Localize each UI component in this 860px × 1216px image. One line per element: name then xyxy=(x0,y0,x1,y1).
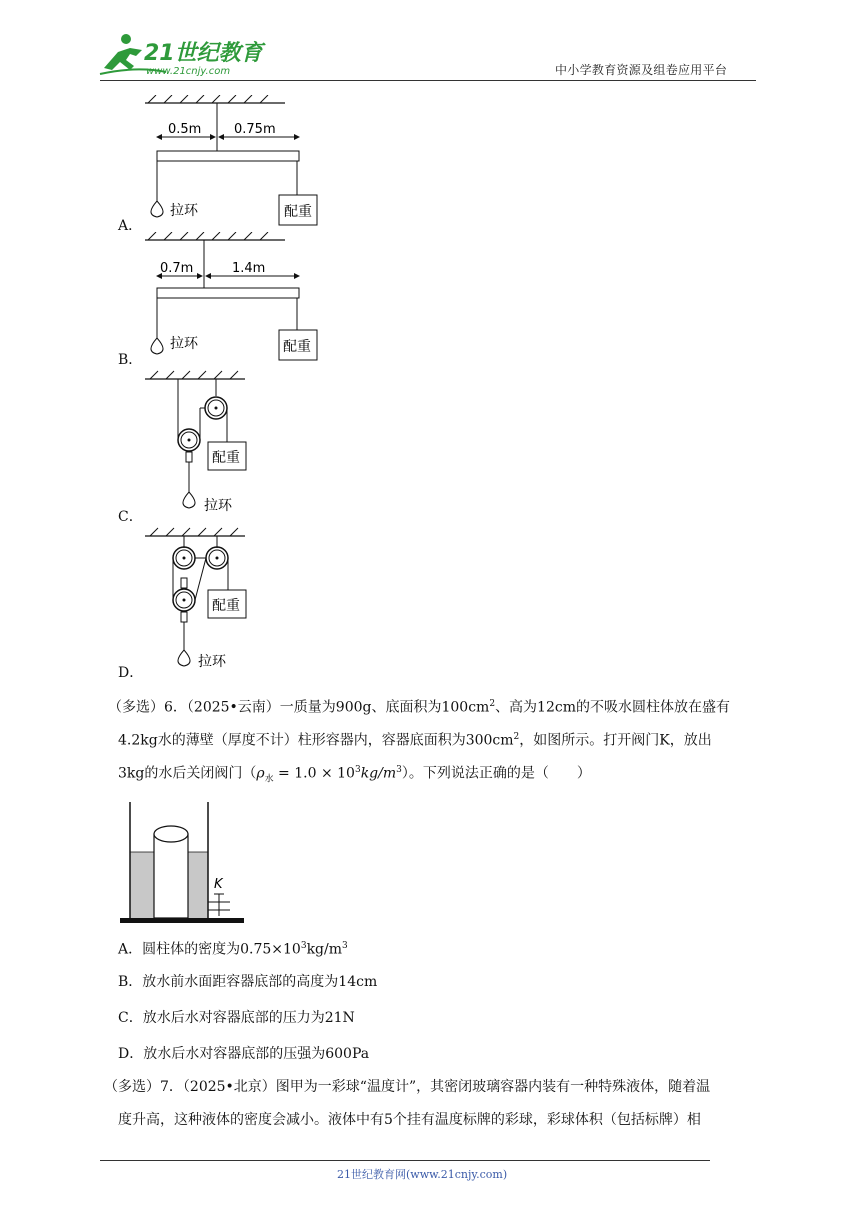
q6-text-6: ）。下列说法正确的是（ ） xyxy=(401,765,591,782)
pull-ring-icon xyxy=(178,650,190,666)
q6-option-a-sup2: 3 xyxy=(342,941,348,951)
option-d-weight-label: 配重 xyxy=(212,598,240,614)
q6-line3 xyxy=(118,754,778,795)
q6-line1 xyxy=(108,688,768,724)
cylinder xyxy=(154,834,188,918)
platform-title: 中小学教育资源及组卷应用平台 xyxy=(555,63,728,77)
q6-text-4: ，如图所示。打开阀门K，放出 xyxy=(519,732,712,749)
q6-sup-1: 2 xyxy=(489,699,496,709)
q6-option-a-unit: kg/m xyxy=(306,941,342,958)
valve-k-label: K xyxy=(214,877,223,892)
logo-title: 21世纪教育 xyxy=(144,41,263,66)
logo-url: www.21cnjy.com xyxy=(146,66,231,77)
site-logo xyxy=(96,30,266,80)
pull-ring-icon xyxy=(183,492,195,508)
option-a-ring-label: 拉环 xyxy=(170,203,198,219)
option-a-label: A． xyxy=(118,218,143,234)
q6-text-5: 3kg的水后关闭阀门（ xyxy=(118,765,257,782)
q6-formula-sup: 3 xyxy=(354,765,361,775)
footer-link[interactable]: 21世纪教育网(www.21cnjy.com) xyxy=(337,1168,508,1181)
option-b-figure xyxy=(140,232,330,372)
q6-formula-unit-sup: 3 xyxy=(396,765,402,775)
option-b-left-length: 0.7m xyxy=(160,261,194,276)
option-c-figure xyxy=(140,370,270,520)
option-b-weight-label: 配重 xyxy=(283,339,311,355)
q6-option-d: D．放水后水对容器底部的压强为600Pa xyxy=(118,1046,370,1062)
option-a-left-length: 0.5m xyxy=(168,122,202,137)
q6-rho-sub: 水 xyxy=(264,774,274,785)
option-b-ring-label: 拉环 xyxy=(170,336,198,352)
q6-text-1: （多选）6．（2025•云南）一质量为900g、底面积为100cm xyxy=(108,699,490,716)
q6-text-3: 4.2kg水的薄壁（厚度不计）柱形容器内，容器底面积为300cm xyxy=(118,732,514,749)
q6-line2 xyxy=(118,721,778,757)
option-b-right-length: 1.4m xyxy=(232,261,266,276)
q6-rho: ρ xyxy=(256,765,265,782)
q6-option-a xyxy=(118,930,348,966)
q7-line1: （多选）7．（2025•北京）图甲为一彩球“温度计”，其密闭玻璃容器内装有一种特殊液体，随着温 xyxy=(104,1079,711,1095)
q6-option-a-sup: 3 xyxy=(300,941,307,951)
option-d-ring-label: 拉环 xyxy=(198,654,226,670)
q6-formula: = 1.0 × 10 xyxy=(273,765,355,782)
option-a-weight-label: 配重 xyxy=(284,204,312,220)
q6-text-2: 、高为12cm的不吸水圆柱体放在盛有 xyxy=(495,699,730,716)
option-a-right-length: 0.75m xyxy=(234,122,276,137)
pull-ring-icon xyxy=(151,338,163,354)
q6-option-c: C．放水后水对容器底部的压力为21N xyxy=(118,1010,355,1026)
footer-divider xyxy=(100,1160,710,1161)
option-d-figure xyxy=(140,526,270,678)
option-a-figure xyxy=(140,95,330,235)
q7-line2: 度升高，这种液体的密度会减小。液体中有5个挂有温度标牌的彩球，彩球体积（包括标牌）相 xyxy=(118,1112,701,1128)
option-b-label: B． xyxy=(118,352,143,368)
q6-option-a-text: A．圆柱体的密度为0.75×10 xyxy=(118,941,301,958)
option-c-weight-label: 配重 xyxy=(212,450,240,466)
option-d-label: D． xyxy=(118,665,144,681)
q6-formula-unit: kg/m xyxy=(360,765,397,782)
q6-sup-2: 2 xyxy=(513,732,520,742)
option-c-ring-label: 拉环 xyxy=(204,498,232,514)
option-c-label: C． xyxy=(118,509,143,525)
q6-container-figure xyxy=(118,800,248,926)
header-divider xyxy=(100,80,756,81)
pull-ring-icon xyxy=(151,201,163,217)
q6-option-b: B．放水前水面距容器底部的高度为14cm xyxy=(118,974,378,990)
